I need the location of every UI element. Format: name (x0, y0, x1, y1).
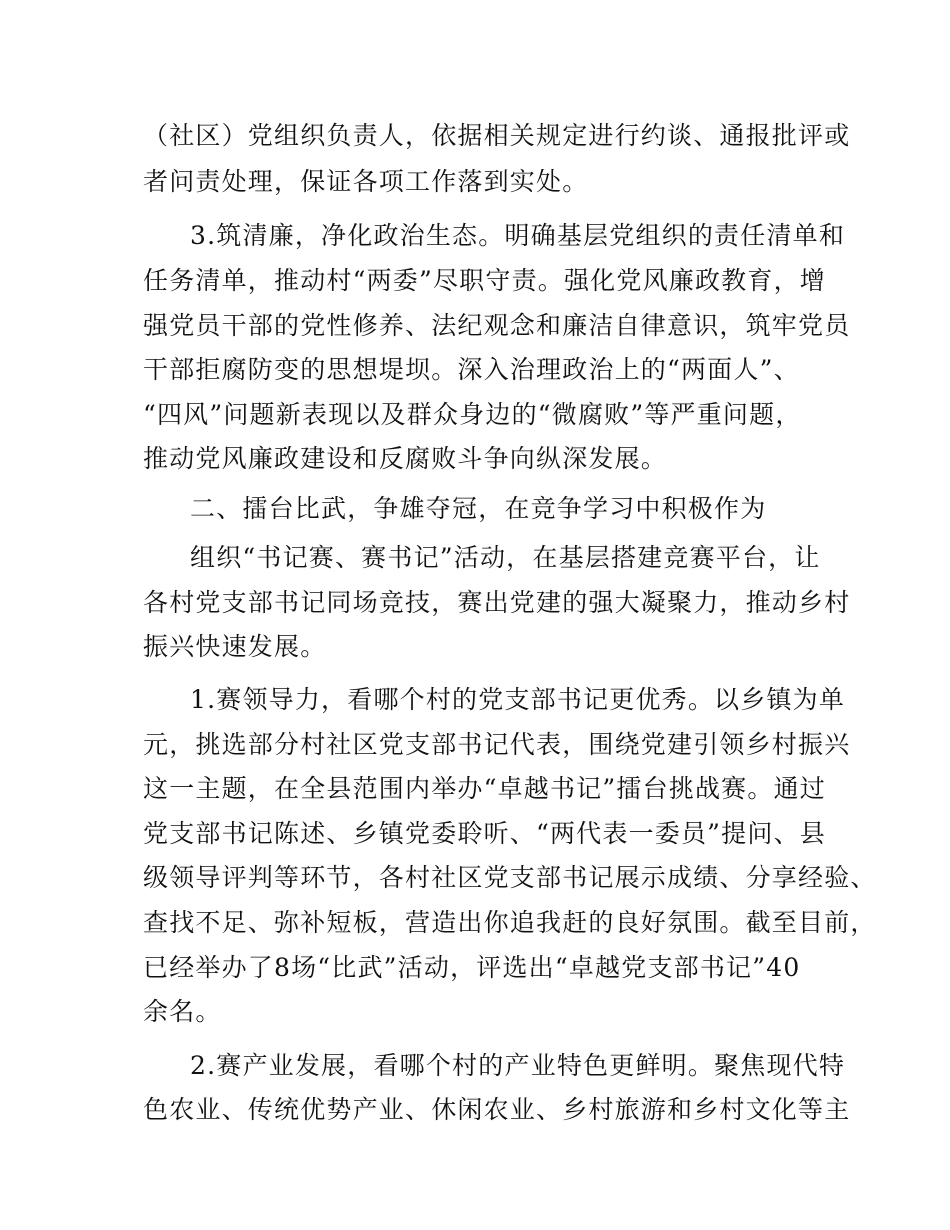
text-line: 推动党风廉政建设和反腐败斗争向纵深发展。 (143, 444, 668, 473)
text-line: 者问责处理，保证各项工作落到实处。 (143, 167, 589, 196)
text-line: “四风”问题新表现以及群众身边的“微腐败”等严重问题， (143, 400, 802, 429)
text-line: 元，挑选部分村社区党支部书记代表，围绕党建引领乡村振兴 (143, 730, 851, 759)
text-line: 振兴快速发展。 (143, 632, 327, 661)
text-line: 任务清单，推动村“两委”尽职守责。强化党风廉政教育，增 (143, 266, 826, 295)
paragraph-start-line: 3.筑清廉，净化政治生态。明确基层党组织的责任清单和 (190, 221, 846, 250)
text-line: 级领导评判等环节，各村社区党支部书记展示成绩、分享经验、 (143, 863, 877, 892)
text-line: 强党员干部的党性修养、法纪观念和廉洁自律意识，筑牢党员 (143, 311, 851, 340)
text-line: （社区）党组织负责人，依据相关规定进行约谈、通报批评或 (143, 121, 851, 150)
text-line: 这一主题，在全县范围内举办“卓越书记”擂台挑战赛。通过 (143, 774, 826, 803)
text-line: 党支部书记陈述、乡镇党委聆听、“两代表一委员”提问、县 (143, 819, 826, 848)
paragraph-start-line: 组织“书记赛、赛书记”活动，在基层搭建竞赛平台，让 (190, 543, 821, 572)
text-line: 各村党支部书记同场竞技，赛出党建的强大凝聚力，推动乡村 (143, 588, 851, 617)
text-line: 余名。 (143, 997, 222, 1026)
text-line: 色农业、传统优势产业、休闲农业、乡村旅游和乡村文化等主 (143, 1095, 851, 1124)
text-line: 已经举办了8场“比武”活动，评选出“卓越党支部书记”40 (143, 953, 801, 982)
text-line: 干部拒腐防变的思想堤坝。深入治理政治上的“两面人”、 (143, 355, 800, 384)
paragraph-start-line: 1.赛领导力，看哪个村的党支部书记更优秀。以乡镇为单 (190, 685, 846, 714)
text-line: 查找不足、弥补短板，营造出你追我赶的良好氛围。截至目前， (143, 908, 877, 937)
paragraph-start-line: 2.赛产业发展，看哪个村的产业特色更鲜明。聚焦现代特 (190, 1051, 846, 1080)
section-heading: 二、擂台比武，争雄夺冠，在竞争学习中积极作为 (190, 494, 767, 523)
